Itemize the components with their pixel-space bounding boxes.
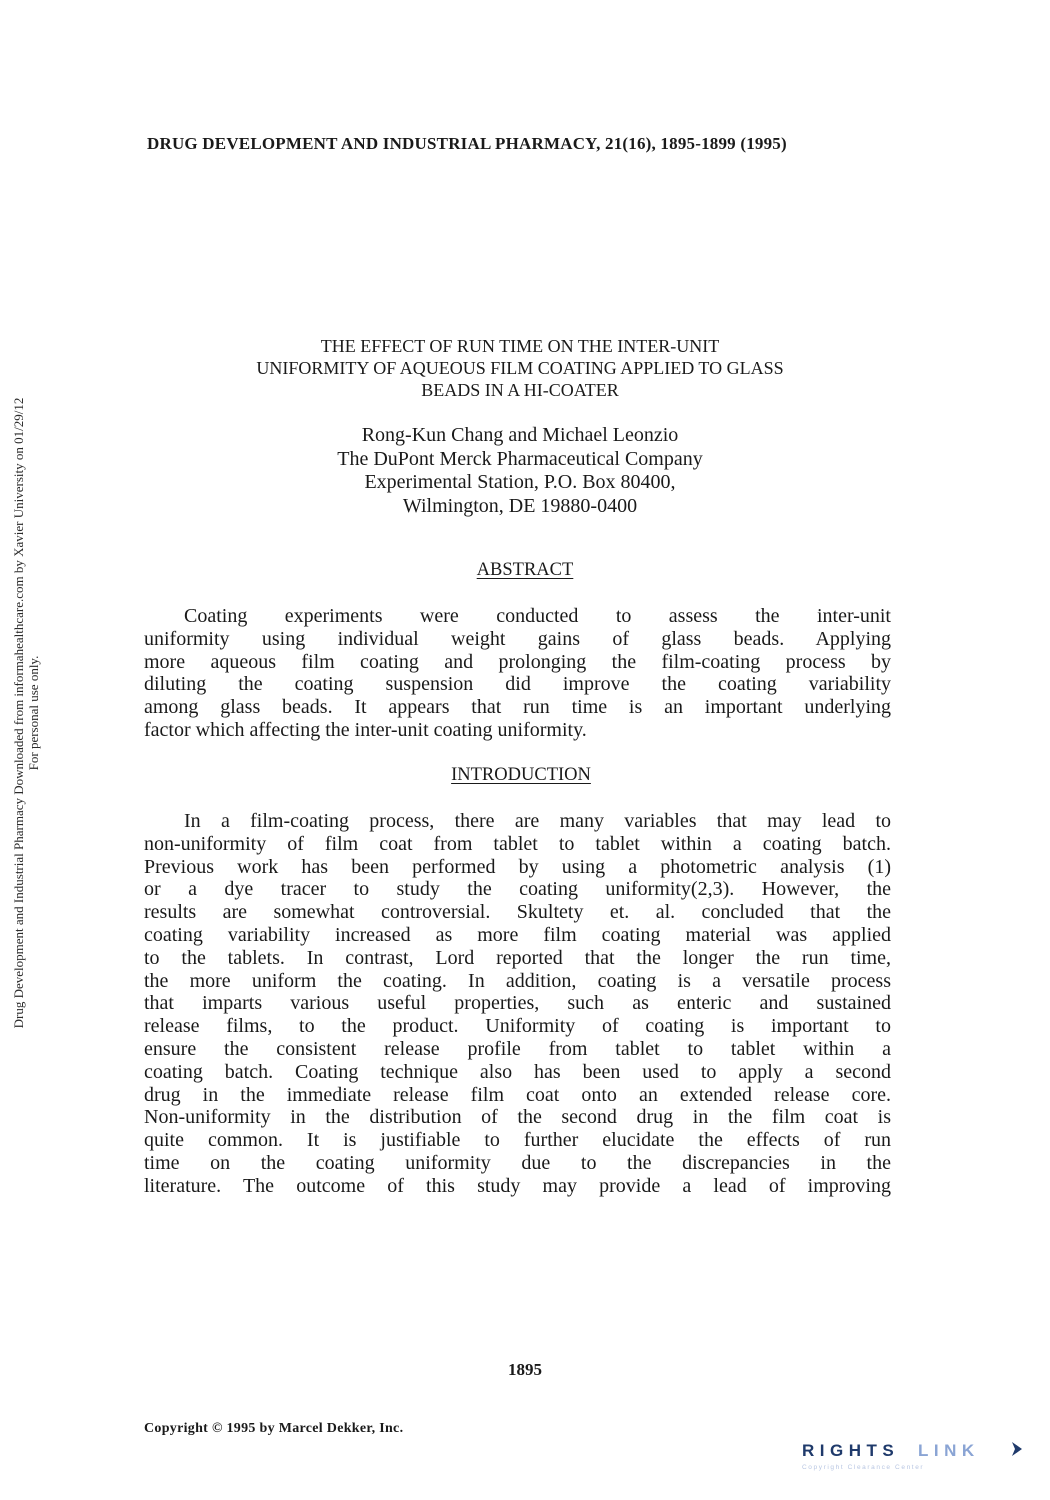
author-affiliation xyxy=(140,424,900,518)
introduction-line: literature. The outcome of this study may provide a lead of improving xyxy=(144,1174,891,1197)
abstract-line: Coating experiments were conducted to assess the inter-unit xyxy=(184,605,891,627)
page-number: 1895 xyxy=(508,1360,542,1379)
affiliation-address: Experimental Station, P.O. Box 80400, xyxy=(364,471,676,493)
introduction-line: quite common. It is justifiable to further elucidate the effects of run xyxy=(144,1129,891,1152)
introduction-line: time on the coating uniformity due to the discrepancies in the xyxy=(144,1151,891,1174)
personal-use-note: For personal use only. xyxy=(26,655,41,771)
rightslink-word-link: LINK xyxy=(918,1441,980,1460)
introduction-line: release films, to the product. Uniformity of coating is important to xyxy=(144,1015,891,1038)
abstract-heading: ABSTRACT xyxy=(476,560,574,580)
abstract-line: factor which affecting the inter-unit coating uniformity. xyxy=(144,718,587,741)
abstract-line: more aqueous film coating and prolonging the film-coating process by xyxy=(144,650,891,673)
introduction-line: drug in the immediate release film coat onto an extended release core. xyxy=(144,1083,891,1106)
affiliation-city: Wilmington, DE 19880-0400 xyxy=(402,494,638,517)
title-line: BEADS IN A HI-COATER xyxy=(421,380,619,400)
introduction-line: Previous work has been performed by using a photometric analysis (1) xyxy=(144,855,891,878)
introduction-line: the more uniform the coating. In addition, coating is a versatile process xyxy=(144,969,891,992)
title-line: UNIFORMITY OF AQUEOUS FILM COATING APPLIED TO GLASS xyxy=(256,358,784,378)
rightslink-word-rights: RIGHTS xyxy=(802,1441,900,1460)
introduction-line: results are somewhat controversial. Skultety et. al. concluded that the xyxy=(144,901,891,924)
affiliation-company: The DuPont Merck Pharmaceutical Company xyxy=(337,447,703,470)
introduction-line: that imparts various useful properties, such as enteric and sustained xyxy=(144,992,891,1015)
download-watermark xyxy=(11,133,41,1293)
introduction-body xyxy=(144,810,891,1198)
introduction-line: non-uniformity of film coat from tablet to tablet within a coating batch. xyxy=(144,832,891,855)
introduction-line: or a dye tracer to study the coating uniformity(2,3). However, the xyxy=(144,878,891,901)
introduction-line: ensure the consistent release profile from tablet to tablet within a xyxy=(144,1037,891,1060)
rightslink-logo-graphic xyxy=(800,1436,1032,1476)
abstract-body xyxy=(144,605,891,742)
introduction-line: coating batch. Coating technique also has been used to apply a second xyxy=(144,1060,891,1083)
abstract-line: among glass beads. It appears that run time is an important underlying xyxy=(144,696,891,719)
abstract-line: uniformity using individual weight gains of glass beads. Applying xyxy=(144,627,891,650)
introduction-line: In a film-coating process, there are many variables that may lead to xyxy=(184,810,891,832)
rightslink-tagline: Copyright Clearance Center xyxy=(802,1464,925,1471)
article-title xyxy=(140,335,900,401)
title-line: THE EFFECT OF RUN TIME ON THE INTER-UNIT xyxy=(320,336,720,356)
introduction-heading: INTRODUCTION xyxy=(451,765,591,785)
introduction-line: to the tablets. In contrast, Lord reported that the longer the run time, xyxy=(144,946,891,969)
introduction-line: Non-uniformity in the distribution of the second drug in the film coat is xyxy=(144,1106,891,1129)
introduction-line: coating variability increased as more film coating material was applied xyxy=(144,923,891,946)
arrow-right-icon xyxy=(1012,1442,1022,1456)
download-watermark-line: Drug Development and Industrial Pharmacy Downloaded from informahealthcare.com by Xavier University on 01/29/12 xyxy=(11,397,26,1029)
copyright-notice: Copyright © 1995 by Marcel Dekker, Inc. xyxy=(144,1421,404,1436)
abstract-line: diluting the coating suspension did improve the coating variability xyxy=(144,673,891,696)
author-names: Rong-Kun Chang and Michael Leonzio xyxy=(361,424,679,446)
rightslink-logo[interactable] xyxy=(800,1436,1032,1476)
journal-header: DRUG DEVELOPMENT AND INDUSTRIAL PHARMACY, 21(16), 1895-1899 (1995) xyxy=(147,134,787,153)
